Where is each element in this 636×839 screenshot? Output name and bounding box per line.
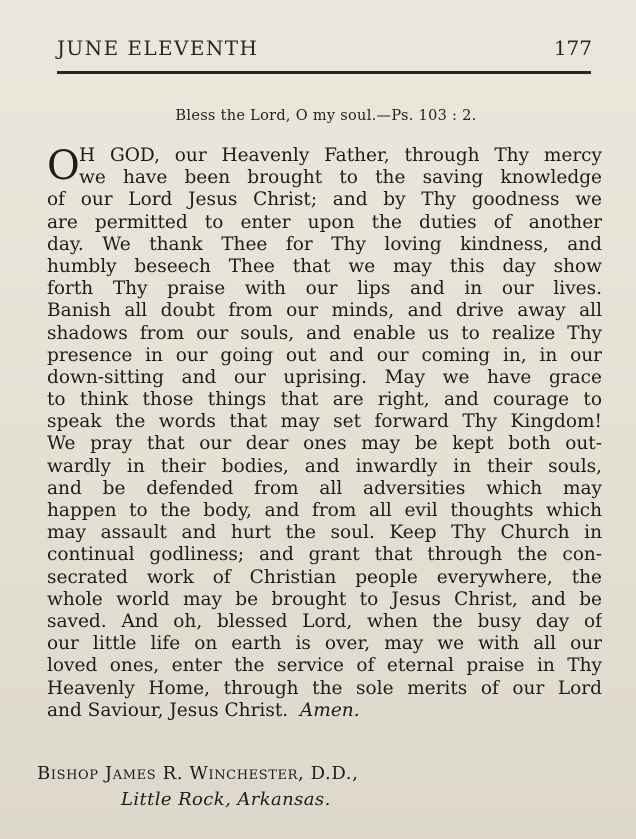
author-signature	[37, 761, 358, 813]
author-location: Little Rock, Arkansas.	[121, 789, 331, 810]
prayer-line: forth Thy praise with our lips and in our lives.	[47, 278, 602, 300]
prayer-line: Heavenly Home, through the sole merits of our Lord	[47, 677, 602, 699]
prayer-line: humbly beseech Thee that we may this day show	[47, 255, 602, 277]
prayer-line: we have been brought to the saving knowledge	[79, 167, 602, 189]
running-head	[57, 36, 594, 66]
author-name: Bishop James R. Winchester, D.D.,	[37, 763, 359, 784]
prayer-line: our little life on earth is over, may we with all our	[47, 633, 602, 655]
prayer-line: wardly in their bodies, and inwardly in their souls,	[47, 455, 602, 477]
prayer-line: day. We thank Thee for Thy loving kindness, and	[47, 233, 602, 255]
prayer-line: happen to the body, and from all evil thoughts which	[47, 500, 602, 521]
prayer-line: shadows from our souls, and enable us to realize Thy	[47, 322, 602, 344]
prayer-line: and be defended from all adversities which may	[47, 477, 602, 499]
amen-text: Amen.	[299, 699, 360, 721]
prayer-line: secrated work of Christian people everywhere, the	[47, 566, 602, 588]
prayer-line: We pray that our dear ones may be kept both out-	[47, 433, 602, 455]
prayer-line	[47, 145, 602, 167]
prayer-line: speak the words that may set forward Thy Kingdom!	[47, 411, 602, 433]
prayer-line: to think those things that are right, and courage to	[47, 389, 602, 411]
prayer-closing-text: and Saviour, Jesus Christ.	[47, 699, 289, 721]
page-number: 177	[553, 36, 592, 60]
prayer-text	[47, 145, 602, 722]
prayer-line: loved ones, enter the service of eternal praise in Thy	[47, 655, 602, 677]
prayer-line: continual godliness; and grant that through the con-	[47, 544, 602, 566]
drop-cap: O	[47, 143, 80, 189]
page-title: JUNE ELEVENTH	[57, 36, 259, 60]
prayer-line: of our Lord Jesus Christ; and by Thy goodness we	[47, 189, 602, 211]
prayer-line: down-sitting and our uprising. May we have grace	[47, 366, 602, 388]
prayer-line: saved. And oh, blessed Lord, when the busy day of	[47, 610, 602, 632]
scripture-epigraph: Bless the Lord, O my soul.—Ps. 103 : 2.	[175, 108, 477, 124]
header-rule	[57, 71, 591, 74]
prayer-line: presence in our going out and our coming in, in our	[47, 344, 602, 366]
prayer-line: are permitted to enter upon the duties of another	[47, 211, 602, 233]
prayer-line-text: H GOD, our Heavenly Father, through Thy mercy	[79, 145, 602, 166]
prayer-line: whole world may be brought to Jesus Christ, and be	[47, 588, 602, 610]
prayer-last-line	[47, 700, 602, 722]
prayer-line: Banish all doubt from our minds, and drive away all	[47, 300, 602, 322]
prayer-line: may assault and hurt the soul. Keep Thy Church in	[47, 522, 602, 544]
